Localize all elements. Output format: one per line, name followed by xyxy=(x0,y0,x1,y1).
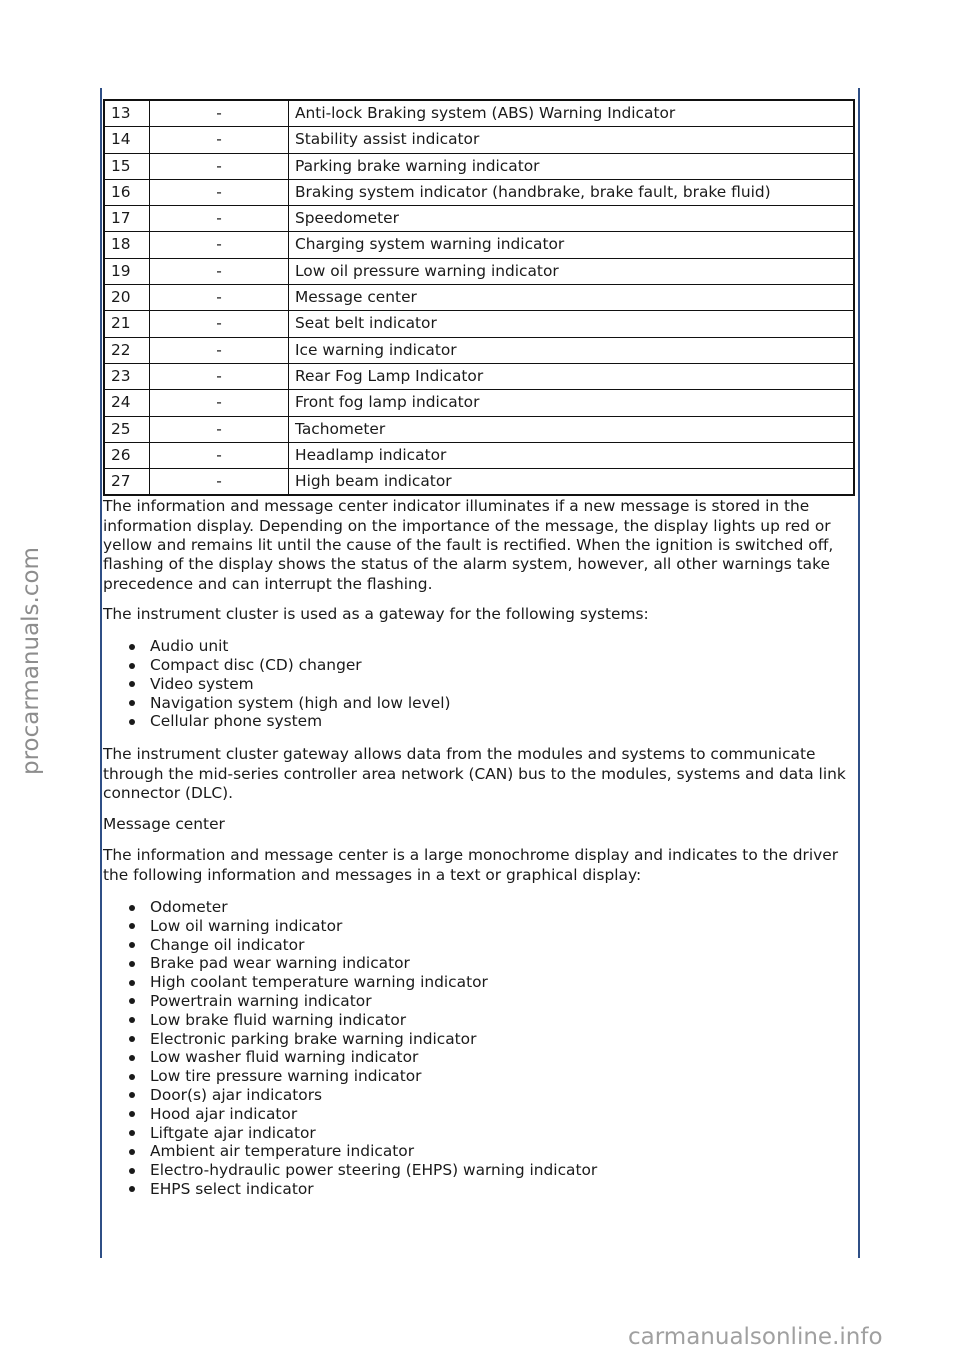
row-description: Low oil pressure warning indicator xyxy=(289,258,855,284)
table-row xyxy=(104,337,854,363)
row-description: Front fog lamp indicator xyxy=(289,390,855,416)
row-number: 26 xyxy=(104,442,150,468)
row-dash: - xyxy=(150,311,289,337)
row-number: 17 xyxy=(104,206,150,232)
row-description: High beam indicator xyxy=(289,469,855,496)
table-row xyxy=(104,206,854,232)
row-dash: - xyxy=(150,127,289,153)
side-watermark: procarmanuals.com xyxy=(18,547,44,775)
row-description: Anti-lock Braking system (ABS) Warning Indicator xyxy=(289,100,855,127)
right-margin-rule xyxy=(858,88,860,1258)
list-item: Door(s) ajar indicators xyxy=(129,1086,855,1105)
list-item: Change oil indicator xyxy=(129,936,855,955)
row-number: 27 xyxy=(104,469,150,496)
gateway-intro-paragraph: The instrument cluster is used as a gateway for the following systems: xyxy=(103,604,649,623)
list-item: High coolant temperature warning indicator xyxy=(129,973,855,992)
row-description: Ice warning indicator xyxy=(289,337,855,363)
row-number: 13 xyxy=(104,100,150,127)
list-item: Electro-hydraulic power steering (EHPS) warning indicator xyxy=(129,1161,855,1180)
row-description: Parking brake warning indicator xyxy=(289,153,855,179)
row-description: Seat belt indicator xyxy=(289,311,855,337)
row-description: Speedometer xyxy=(289,206,855,232)
row-description: Tachometer xyxy=(289,416,855,442)
list-item: Brake pad wear warning indicator xyxy=(129,954,855,973)
table-row xyxy=(104,285,854,311)
page-content xyxy=(103,99,855,1199)
list-item: Ambient air temperature indicator xyxy=(129,1142,855,1161)
gateway-description-paragraph: The instrument cluster gateway allows data from the modules and systems to communicate through the mid-series controller area network (CAN) bus to the modules, systems and data link connector (DLC). xyxy=(103,745,846,802)
info-center-paragraph: The information and message center indicator illuminates if a new message is stored in the information display. Depending on the importance of the message, the display lights up red or yellow and remains lit until the cause of the fault is rectified. When the ignition is switched off, flashing of the display shows the status of the alarm system, however, all other warnings take precedence and can interrupt the flashing. xyxy=(103,497,834,593)
table-row xyxy=(104,153,854,179)
list-item: Low washer fluid warning indicator xyxy=(129,1048,855,1067)
row-number: 18 xyxy=(104,232,150,258)
row-dash: - xyxy=(150,337,289,363)
row-dash: - xyxy=(150,285,289,311)
row-description: Stability assist indicator xyxy=(289,127,855,153)
table-row xyxy=(104,311,854,337)
table-row xyxy=(104,258,854,284)
table-row xyxy=(104,363,854,389)
table-row xyxy=(104,390,854,416)
list-item: Compact disc (CD) changer xyxy=(129,656,855,675)
message-list xyxy=(103,898,855,1199)
list-item: EHPS select indicator xyxy=(129,1180,855,1199)
list-item: Low tire pressure warning indicator xyxy=(129,1067,855,1086)
row-dash: - xyxy=(150,416,289,442)
list-item: Cellular phone system xyxy=(129,712,855,731)
table-row xyxy=(104,179,854,205)
row-dash: - xyxy=(150,390,289,416)
row-description: Headlamp indicator xyxy=(289,442,855,468)
row-number: 20 xyxy=(104,285,150,311)
left-margin-rule xyxy=(100,88,102,1258)
list-item: Navigation system (high and low level) xyxy=(129,694,855,713)
list-item: Audio unit xyxy=(129,637,855,656)
row-number: 22 xyxy=(104,337,150,363)
table-row xyxy=(104,442,854,468)
row-number: 14 xyxy=(104,127,150,153)
row-dash: - xyxy=(150,100,289,127)
row-dash: - xyxy=(150,153,289,179)
row-dash: - xyxy=(150,206,289,232)
row-dash: - xyxy=(150,232,289,258)
list-item: Low oil warning indicator xyxy=(129,917,855,936)
row-number: 15 xyxy=(104,153,150,179)
row-number: 21 xyxy=(104,311,150,337)
message-center-intro-paragraph: The information and message center is a large monochrome display and indicates to the driver the following information and messages in a text or graphical display: xyxy=(103,846,839,884)
row-description: Charging system warning indicator xyxy=(289,232,855,258)
row-dash: - xyxy=(150,442,289,468)
row-dash: - xyxy=(150,258,289,284)
row-number: 19 xyxy=(104,258,150,284)
row-description: Rear Fog Lamp Indicator xyxy=(289,363,855,389)
row-description: Braking system indicator (handbrake, brake fault, brake fluid) xyxy=(289,179,855,205)
row-number: 16 xyxy=(104,179,150,205)
row-number: 24 xyxy=(104,390,150,416)
bottom-watermark: carmanualsonline.info xyxy=(628,1324,883,1350)
table-row xyxy=(104,100,854,127)
row-number: 25 xyxy=(104,416,150,442)
row-dash: - xyxy=(150,179,289,205)
list-item: Electronic parking brake warning indicator xyxy=(129,1030,855,1049)
message-center-heading: Message center xyxy=(103,815,225,834)
table-row xyxy=(104,469,854,496)
list-item: Powertrain warning indicator xyxy=(129,992,855,1011)
list-item: Hood ajar indicator xyxy=(129,1105,855,1124)
table-row xyxy=(104,127,854,153)
table-row xyxy=(104,232,854,258)
list-item: Odometer xyxy=(129,898,855,917)
list-item: Liftgate ajar indicator xyxy=(129,1124,855,1143)
list-item: Low brake fluid warning indicator xyxy=(129,1011,855,1030)
row-dash: - xyxy=(150,469,289,496)
row-number: 23 xyxy=(104,363,150,389)
indicator-table xyxy=(103,99,855,496)
list-item: Video system xyxy=(129,675,855,694)
row-dash: - xyxy=(150,363,289,389)
table-row xyxy=(104,416,854,442)
row-description: Message center xyxy=(289,285,855,311)
gateway-systems-list xyxy=(103,637,855,731)
